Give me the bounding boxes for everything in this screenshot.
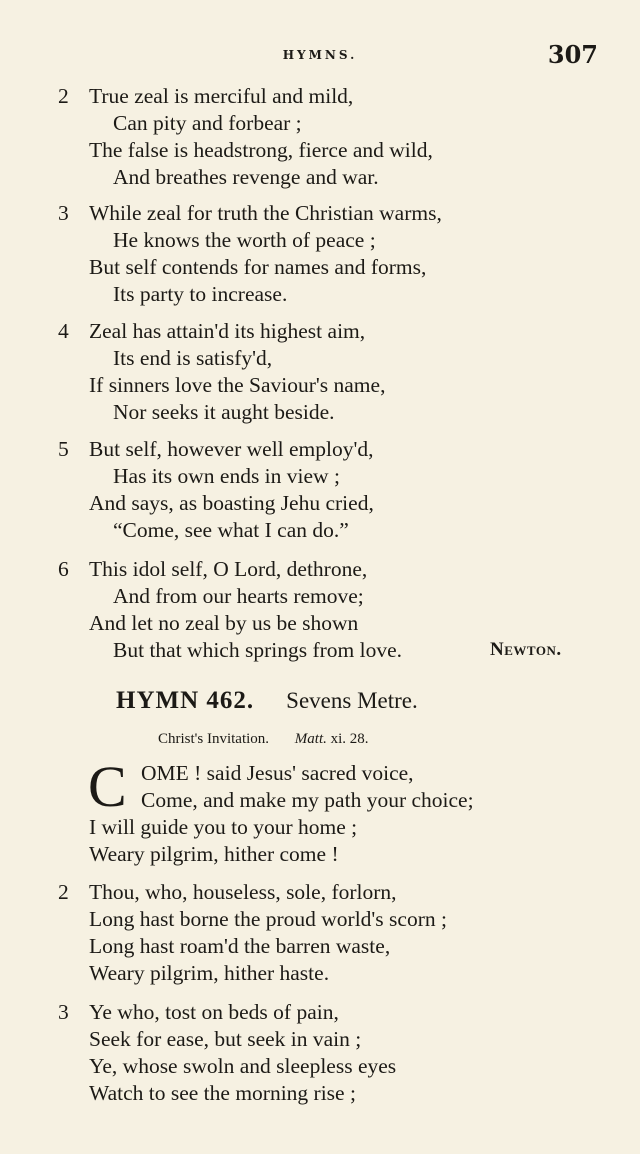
verse-line: But self, however well employ'd, (89, 437, 374, 461)
subtitle-text: Christ's Invitation. (158, 731, 270, 747)
scripture-reference (295, 731, 369, 747)
verse-line: “Come, see what I can do.” (113, 518, 349, 542)
verse-line: Seek for ease, but seek in vain ; (89, 1027, 362, 1051)
verse-line: True zeal is merciful and mild, (89, 84, 354, 108)
running-head: HYMNS. (282, 48, 358, 62)
verse-line: The false is headstrong, fierce and wild, (89, 138, 433, 162)
verse-line: And says, as boasting Jehu cried, (89, 491, 374, 515)
verse-line: Ye who, tost on beds of pain, (89, 1000, 339, 1024)
verse-line: Zeal has attain'd its highest aim, (89, 319, 366, 343)
verse-line: And from our hearts remove; (113, 584, 364, 608)
verse-line: Come, and make my path your choice; (141, 788, 474, 812)
verse-line: This idol self, O Lord, dethrone, (89, 557, 368, 581)
verse-line: But that which springs from love. (113, 638, 403, 662)
verse-line: OME ! said Jesus' sacred voice, (141, 761, 414, 785)
stanza-number: 5 (58, 437, 69, 461)
hymn-metre: Sevens Metre. (286, 688, 418, 713)
verse-line: Its end is satisfy'd, (113, 346, 273, 370)
verse-line: If sinners love the Saviour's name, (89, 373, 386, 397)
verse-line: Its party to increase. (113, 282, 288, 306)
drop-cap: C (88, 754, 127, 819)
hymn-subtitle (158, 731, 369, 748)
stanza-number: 2 (58, 880, 69, 904)
verse-line: Thou, who, houseless, sole, forlorn, (89, 880, 397, 904)
verse-line: Watch to see the morning rise ; (89, 1081, 356, 1105)
verse-line: Long hast roam'd the barren waste, (89, 934, 391, 958)
stanza-number: 3 (58, 201, 69, 225)
verse-line: He knows the worth of peace ; (113, 228, 376, 252)
verse-line: While zeal for truth the Christian warms, (89, 201, 442, 225)
verse-line: Has its own ends in view ; (113, 464, 340, 488)
page-number: 307 (547, 40, 598, 69)
verse-line: Weary pilgrim, hither haste. (89, 961, 330, 985)
verse-line: And breathes revenge and war. (113, 165, 379, 189)
verse-line: And let no zeal by us be shown (89, 611, 359, 635)
hymn-heading (116, 687, 418, 715)
verse-line: Ye, whose swoln and sleepless eyes (89, 1054, 397, 1078)
verse-line: Long hast borne the proud world's scorn ; (89, 907, 447, 931)
verse-line: I will guide you to your home ; (89, 815, 358, 839)
hymn-title: HYMN 462. (116, 687, 255, 714)
stanza-number: 2 (58, 84, 69, 108)
reference-book: Matt. (294, 731, 327, 747)
verse-line: Weary pilgrim, hither come ! (89, 842, 339, 866)
verse-line: Nor seeks it aught beside. (113, 400, 335, 424)
stanza-number: 3 (58, 1000, 69, 1024)
verse-line: But self contends for names and forms, (89, 255, 427, 279)
stanza-number: 6 (58, 557, 69, 581)
author-attribution: Newton. (490, 639, 562, 660)
stanza-number: 4 (58, 319, 69, 343)
reference-chapter: xi. 28. (330, 731, 369, 747)
verse-line: Can pity and forbear ; (113, 111, 302, 135)
